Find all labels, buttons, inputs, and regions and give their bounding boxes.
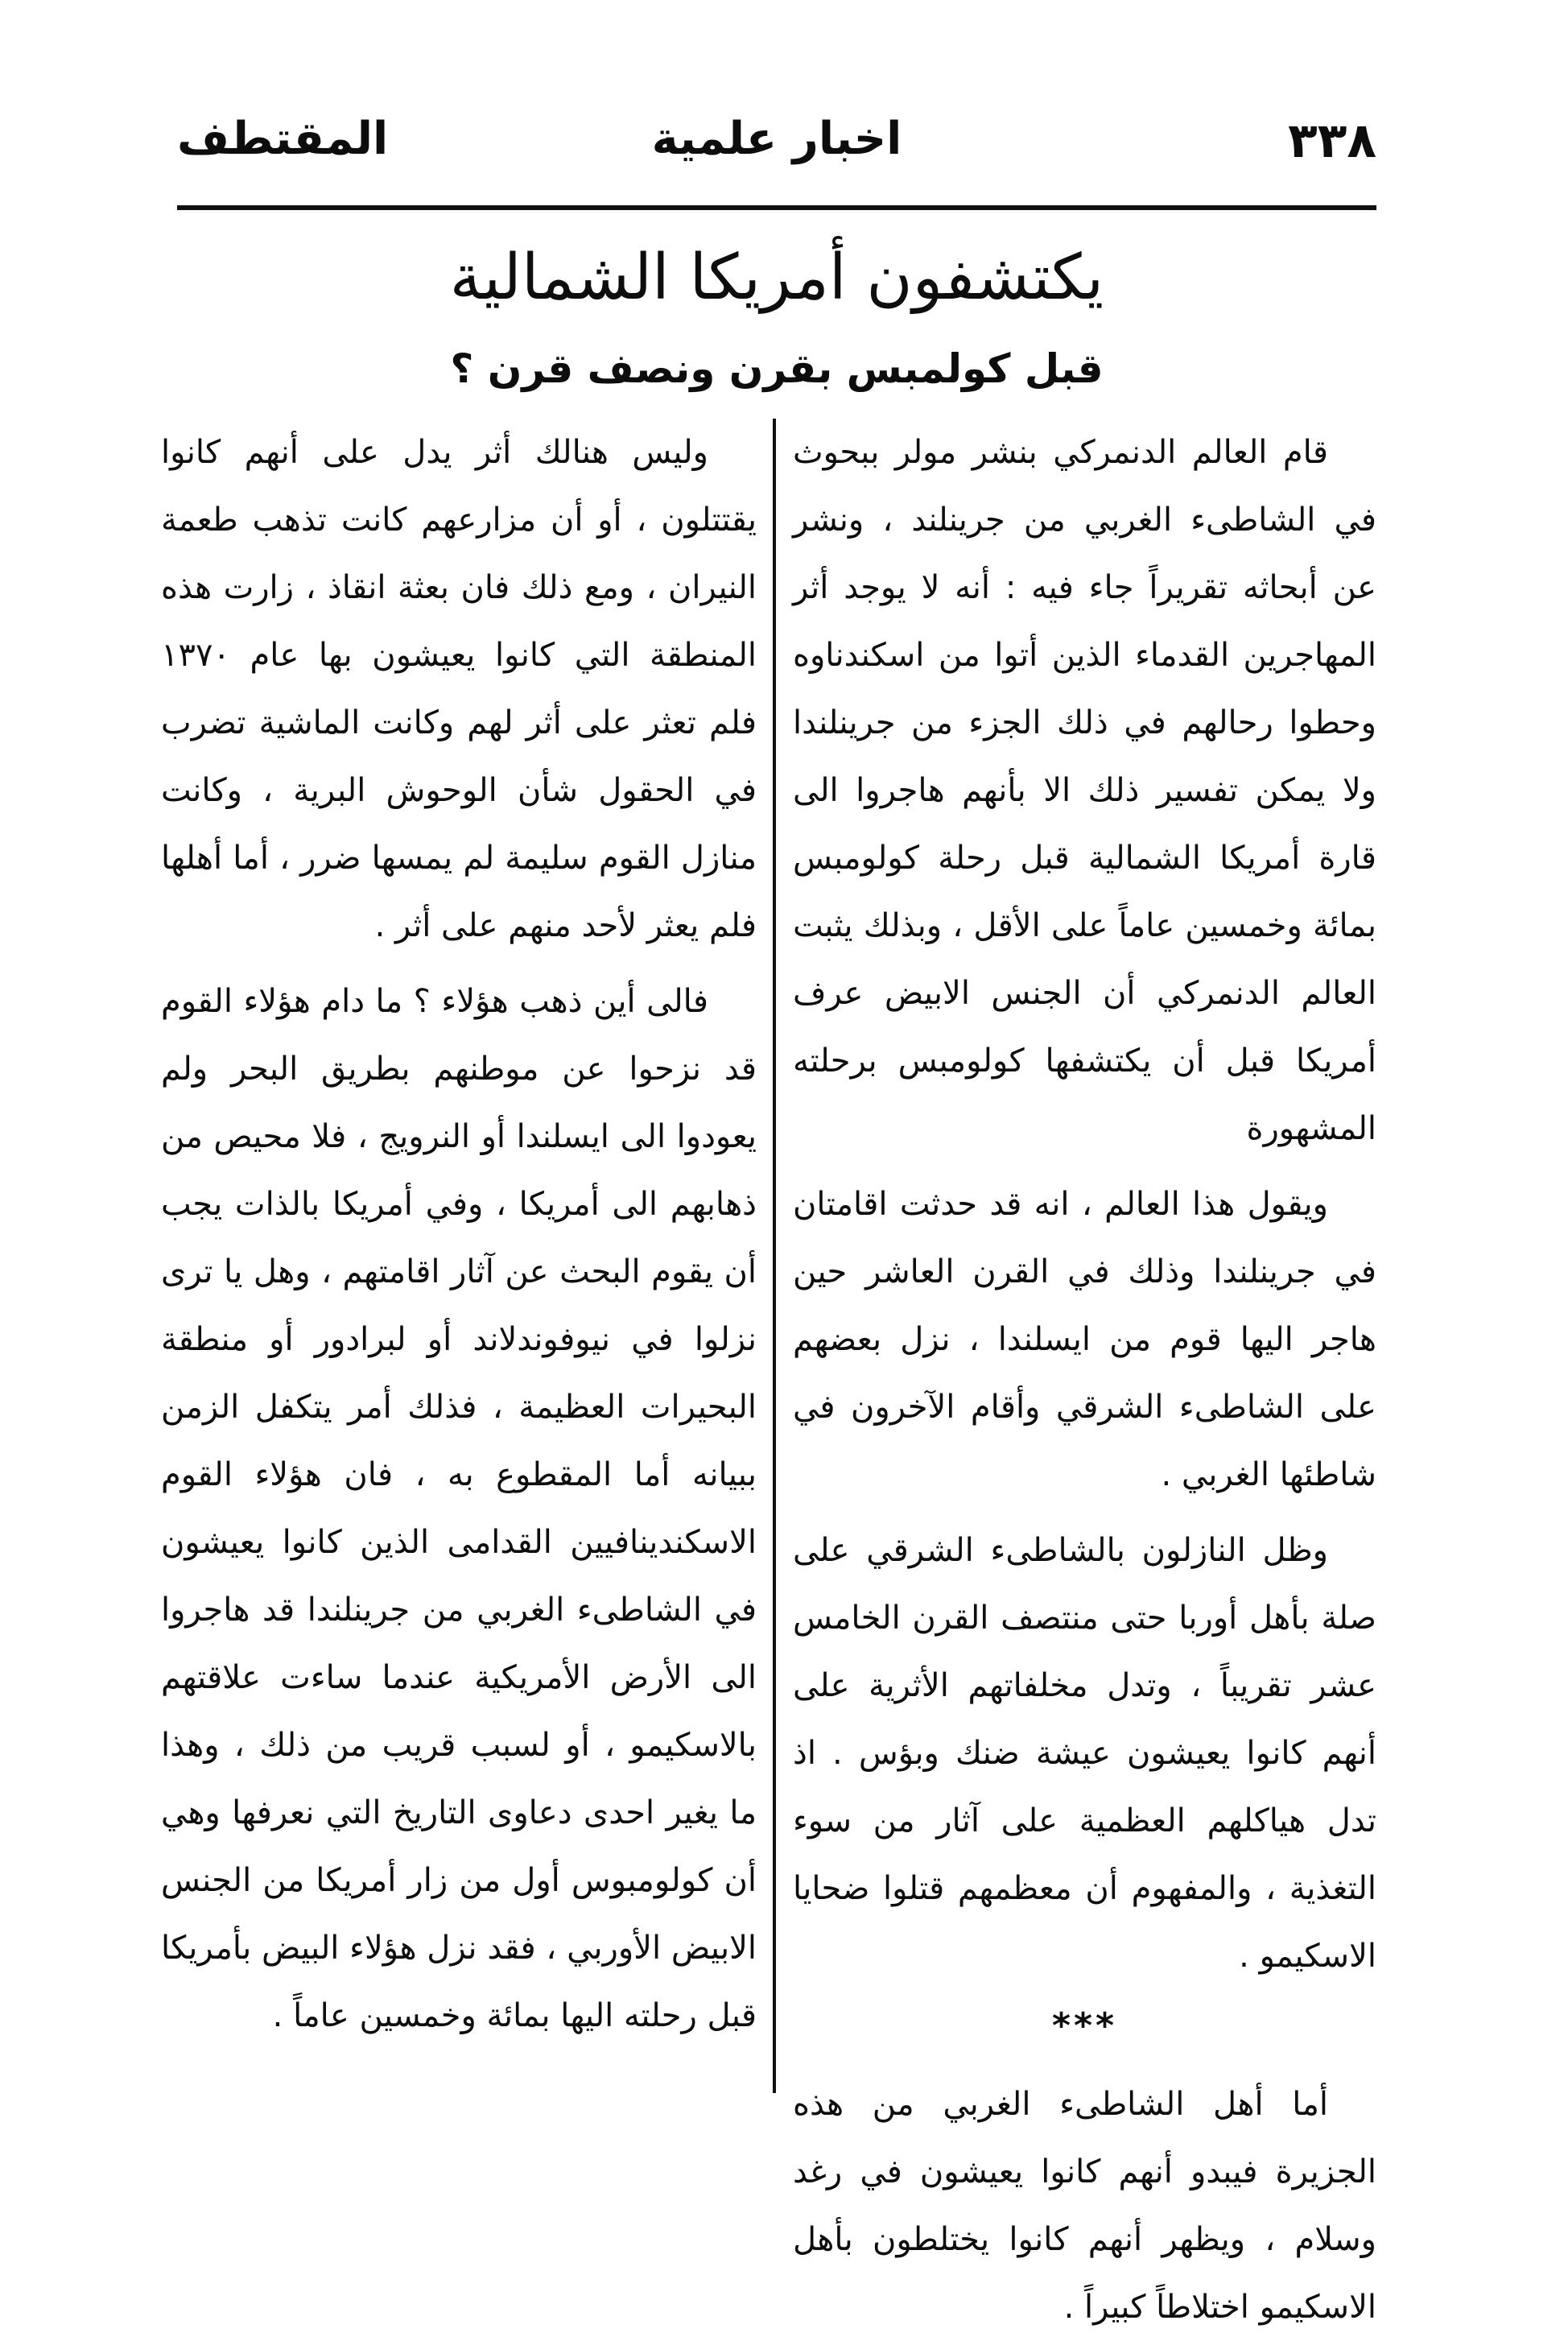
running-header [177,113,1376,185]
left-column [161,419,757,2109]
section-separator: *** [1051,2005,1118,2046]
paragraph: وظل النازلون بالشاطىء الشرقي على صلة بأهل أوربا حتى منتصف القرن الخامس عشر تقريباً ، وتدل مخلفاتهم الأثرية على أنهم كانوا يعيشون عيشة ضنك وبؤس . اذ تدل هياكلهم العظمية على آثار من سوء التغذية ، والمفهوم أن معظمهم قتلوا ضحايا الاسكيمو . [793,1532,1376,1975]
paragraph: ويقول هذا العالم ، انه قد حدثت اقامتان في جرينلندا وذلك في القرن العاشر حين هاجر اليها قوم من ايسلندا ، نزل بعضهم على الشاطىء الشرقي وأقام الآخرون في شاطئها الغربي . [793,1186,1376,1493]
right-column [793,419,1376,2326]
page-number: ٣٣٨ [1288,113,1376,169]
section-title: اخبار علمية [651,113,902,165]
paragraph: قام العالم الدنمركي بنشر مولر ببحوث في الشاطىء الغربي من جرينلند ، ونشر عن أبحاثه تقريراً جاء فيه : أنه لا يوجد أثر المهاجرين القدماء الذين أتوا من اسكندناوه وحطوا رحالهم في ذلك الجزء من جرينلندا ولا يمكن تفسير ذلك الا بأنهم هاجروا الى قارة أمريكا الشمالية قبل رحلة كولومبس بمائة وخمسين عاماً على الأقل ، وبذلك يثبت العالم الدنمركي أن الجنس الابيض عرف أمريكا قبل أن يكتشفها كولومبس برحلته المشهورة [793,434,1376,1147]
journal-name: المقتطف [177,113,389,165]
paragraph: فالى أين ذهب هؤلاء ؟ ما دام هؤلاء القوم قد نزحوا عن موطنهم بطريق البحر ولم يعودوا الى ايسلندا أو النرويج ، فلا محيص من ذهابهم الى أمريكا ، وفي أمريكا بالذات يجب أن يقوم البحث عن آثار اقامتهم ، وهل يا ترى نزلوا في نيوفوندلاند أو لبرادور أو منطقة البحيرات العظيمة ، فذلك أمر يتكفل الزمن ببيانه أما المقطوع به ، فان هؤلاء القوم الاسكندينافيين القدامى الذين كانوا يعيشون في الشاطىء الغربي من جرينلندا قد هاجروا الى الأرض الأمريكية عندما ساءت علاقتهم بالاسكيمو ، أو لسبب قريب من ذلك ، وهذا ما يغير احدى دعاوى التاريخ التي نعرفها وهي أن كولومبوس أول من زار أمريكا من الجنس الابيض الأوربي ، فقد نزل هؤلاء البيض بأمريكا قبل رحلته اليها بمائة وخمسين عاماً . [161,983,757,2034]
header-rule [177,205,1376,210]
column-rule [773,419,776,2093]
article-title: يكتشفون أمريكا الشمالية [449,242,1104,314]
paragraph: وليس هنالك أثر يدل على أنهم كانوا يقتتلون ، أو أن مزارعهم كانت تذهب طعمة النيران ، ومع ذلك فان بعثة انقاذ ، زارت هذه المنطقة التي كانوا يعيشون بها عام ١٣٧٠ فلم تعثر على أثر لهم وكانت الماشية تضرب في الحقول شأن الوحوش البرية ، وكانت منازل القوم سليمة لم يمسها ضرر ، أما أهلها فلم يعثر لأحد منهم على أثر . [161,434,757,944]
article-subtitle: قبل كولمبس بقرن ونصف قرن ؟ [450,345,1104,392]
paragraph: أما أهل الشاطىء الغربي من هذه الجزيرة فيبدو أنهم كانوا يعيشون في رغد وسلام ، ويظهر أنهم كانوا يختلطون بأهل الاسكيمو اختلاطاً كبيراً . [793,2086,1376,2326]
